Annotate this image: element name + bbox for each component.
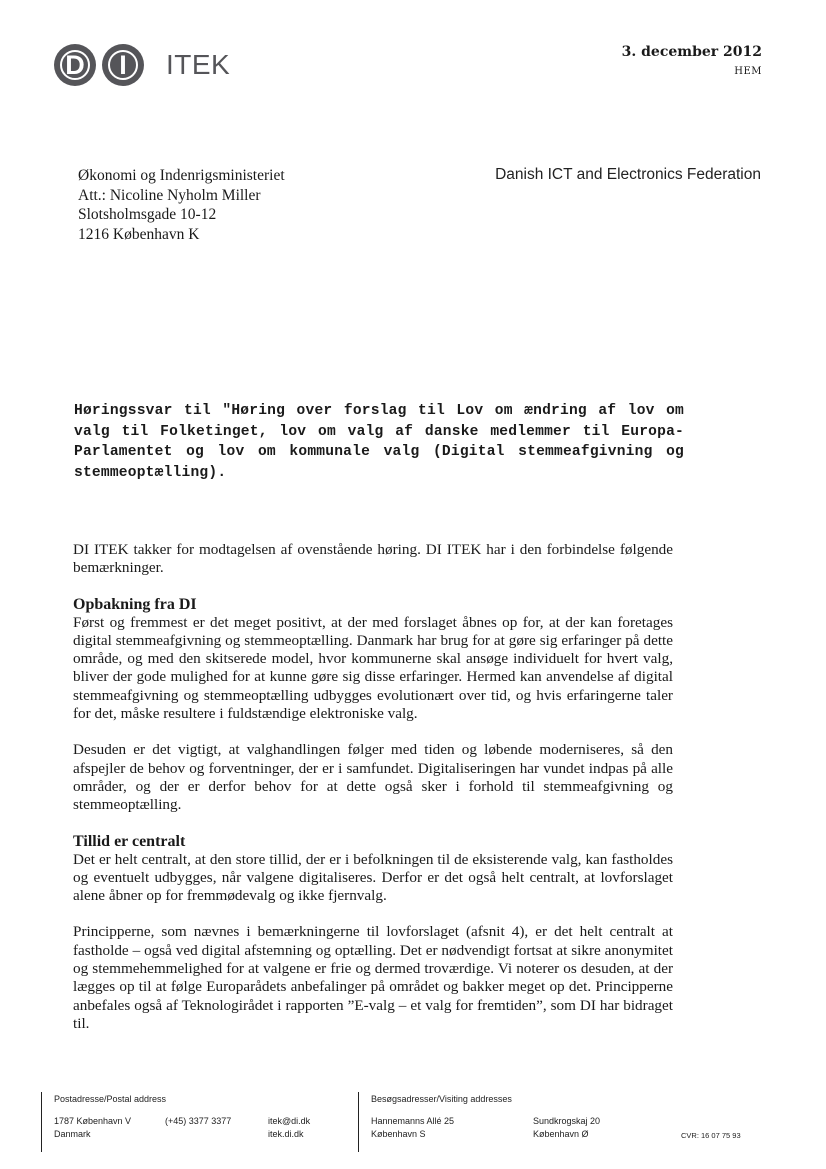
postal-line2: Danmark [54, 1129, 91, 1139]
letter-date [622, 44, 762, 77]
visit2-line2: København Ø [533, 1129, 589, 1139]
author-initials: HEM [734, 66, 762, 77]
subject-heading: Høringssvar til "Høring over forslag til Lov om ændring af lov om valg til Folketinget, lov om valg af danske medlemmer til Europa-Parlamentet og lov om kommunale valg (Digital stemmeafgivning og stemmeoptælling). [74, 403, 684, 481]
recipient-line: Slotsholmsgade 10-12 [78, 206, 217, 223]
footer-divider [358, 1092, 359, 1152]
visit1-line1: Hannemanns Allé 25 [371, 1116, 455, 1126]
logo-i-circle: I [102, 44, 144, 86]
postal-line1: 1787 København V [54, 1116, 132, 1126]
intro-paragraph: DI ITEK takker for modtagelsen af ovenstående høring. DI ITEK har i den forbindelse følgende bemærkninger. [73, 541, 673, 577]
paragraph: Principperne, som nævnes i bemærkningerne til lovforslaget (afsnit 4), er det helt centralt at fastholde – også ved digital afstemning og optælling. Det er nødvendigt fortsat at sikre anonymitet og stemmehemmelighed for at valgene er frie og dermed troværdige. Vi noterer os desuden, at der lægges op til at følge Europarådets anbefalinger på området og bakker meget op det. Principperne anbefales også af Teknologirådet i rapporten ”E-valg – et valg for fremtiden”, som DI har bidraget til. [73, 923, 673, 1032]
logo-d-circle: D [54, 44, 96, 86]
recipient-line: Økonomi og Indenrigsministeriet [78, 167, 285, 184]
section-support [73, 595, 673, 724]
visit-label: Besøgsadresser/Visiting addresses [371, 1094, 512, 1104]
section-trust [73, 832, 673, 906]
paragraph: Først og fremmest er det meget positivt, at der med forslaget åbnes op for, at der kan foretages digital stemmeafgivning og stemmeoptælling. Danmark har brug for at gøre sig erfaringer på dette område, og med den skitserede model, hvor kommunerne skal ansøge individuelt for hvert valg, bliver der gode mulighed for at kunne gøre sig disse erfaringer. Hermed kan anvendelse af digital stemmeafgivning og stemmeoptælling udbygges evolutionært over tid, og hvis erfaringerne taler for det, måske resultere i fuldstændige elektroniske valg. [73, 613, 673, 723]
footer-divider [41, 1092, 42, 1152]
paragraph: Desuden er det vigtigt, at valghandlingen følger med tiden og løbende moderniseres, så den afspejler de behov og forventninger, der er i samfundet. Digitaliseringen har vundet indpas på alle områder, og der er derfor behov for at dette også sker i forhold til stemmeafgivning og stemmeoptælling. [73, 741, 673, 814]
visit1-line2: København S [371, 1129, 426, 1139]
cvr-number: CVR: 16 07 75 93 [681, 1131, 741, 1140]
recipient-line: 1216 København K [78, 225, 200, 243]
email-link[interactable]: itek@di.dk [268, 1116, 311, 1126]
di-itek-logo [54, 44, 230, 86]
section-heading: Opbakning fra DI [73, 595, 197, 613]
letter-body [73, 541, 673, 1050]
paragraph: Det er helt centralt, at den store tillid, der er i befolkningen til de eksisterende valg, kan fastholdes og eventuelt udbygges, når valgene digitaliseres. Derfor er det også helt centralt, at lovforslaget alene åbner op for fremmødevalg og ikke fjernvalg. [73, 850, 673, 905]
website-link[interactable]: itek.di.dk [268, 1129, 304, 1139]
phone-number: (+45) 3377 3377 [165, 1116, 232, 1126]
visit2-line1: Sundkrogskaj 20 [533, 1116, 601, 1126]
recipient-line: Att.: Nicoline Nyholm Miller [78, 186, 261, 204]
logo-name: ITEK [166, 49, 231, 80]
recipient-address [78, 166, 285, 244]
section-heading: Tillid er centralt [73, 832, 186, 850]
postal-label: Postadresse/Postal address [54, 1094, 167, 1104]
date-text: 3. december 2012 [621, 44, 762, 60]
federation-name: Danish ICT and Electronics Federation [495, 166, 761, 183]
